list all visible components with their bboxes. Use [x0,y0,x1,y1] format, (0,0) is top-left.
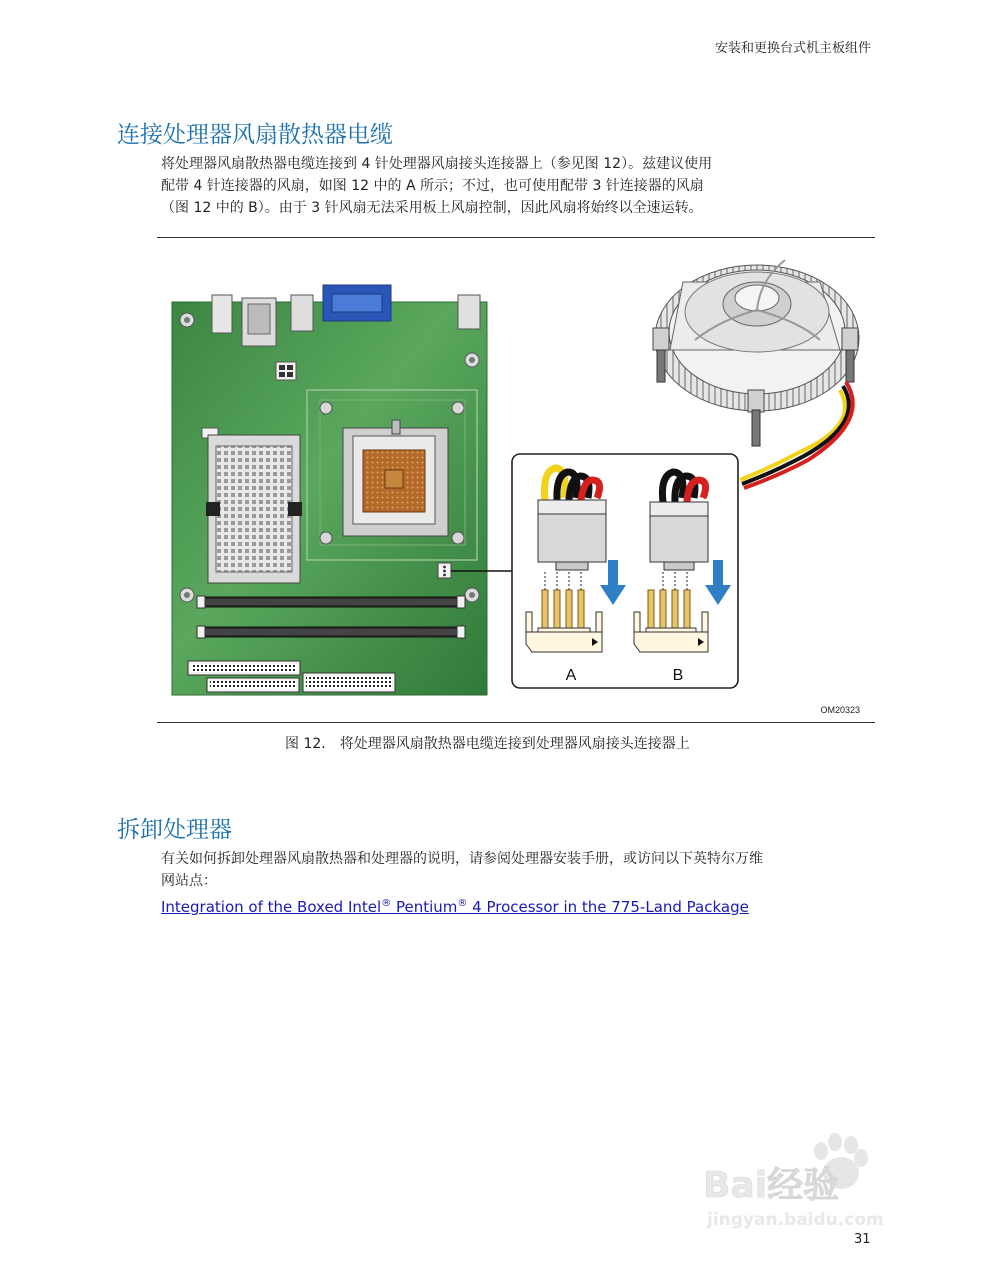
registered-mark: ® [381,898,392,909]
figure-caption: 图 12． 将处理器风扇散热器电缆连接到处理器风扇接头连接器上 [285,736,690,752]
link-text-part: Pentium [391,898,458,916]
connector-callout-box [512,454,738,688]
registered-mark: ® [457,898,468,909]
paragraph-line: 有关如何拆卸处理器风扇散热器和处理器的说明，请参阅处理器安装手册，或访问以下英特尔万维 [161,851,763,867]
paragraph-line: 网站点： [161,873,217,889]
paragraph-line: 将处理器风扇散热器电缆连接到 4 针处理器风扇接头连接器上（参见图 12）。兹建议使用 [161,156,713,172]
paragraph-line: （图 12 中的 B）。由于 3 针风扇无法采用板上风扇控制，因此风扇将始终以全速运转。 [161,200,703,216]
section-1-paragraph [161,153,861,219]
section-2-paragraph [161,848,861,892]
watermark-url: jingyan.baidu.com [707,1210,884,1230]
link-text-part: Integration of the Boxed Intel [161,898,382,916]
watermark-brand: Bai经验 [703,1165,840,1206]
connector-a-label: A [565,667,577,684]
running-header: 安装和更换台式机主板组件 [714,41,871,56]
link-text-part: 4 Processor in the 775-Land Package [467,898,749,916]
figure-top-rule [157,237,875,238]
fan-connector-figure [160,240,872,720]
figure-code: OM20323 [820,705,860,715]
section-heading-remove-processor: 拆卸处理器 [117,817,232,843]
intel-processor-integration-link[interactable] [161,898,749,916]
figure-bottom-rule [157,722,875,723]
motherboard-illustration [172,285,487,695]
paragraph-line: 配带 4 针连接器的风扇，如图 12 中的 A 所示；不过，也可使用配带 3 针连接器的风扇 [161,178,704,194]
section-heading-connect-fan: 连接处理器风扇散热器电缆 [117,122,393,148]
page-number: 31 [854,1232,871,1247]
baidu-jingyan-watermark [695,1125,935,1235]
connector-b-label: B [672,667,684,684]
